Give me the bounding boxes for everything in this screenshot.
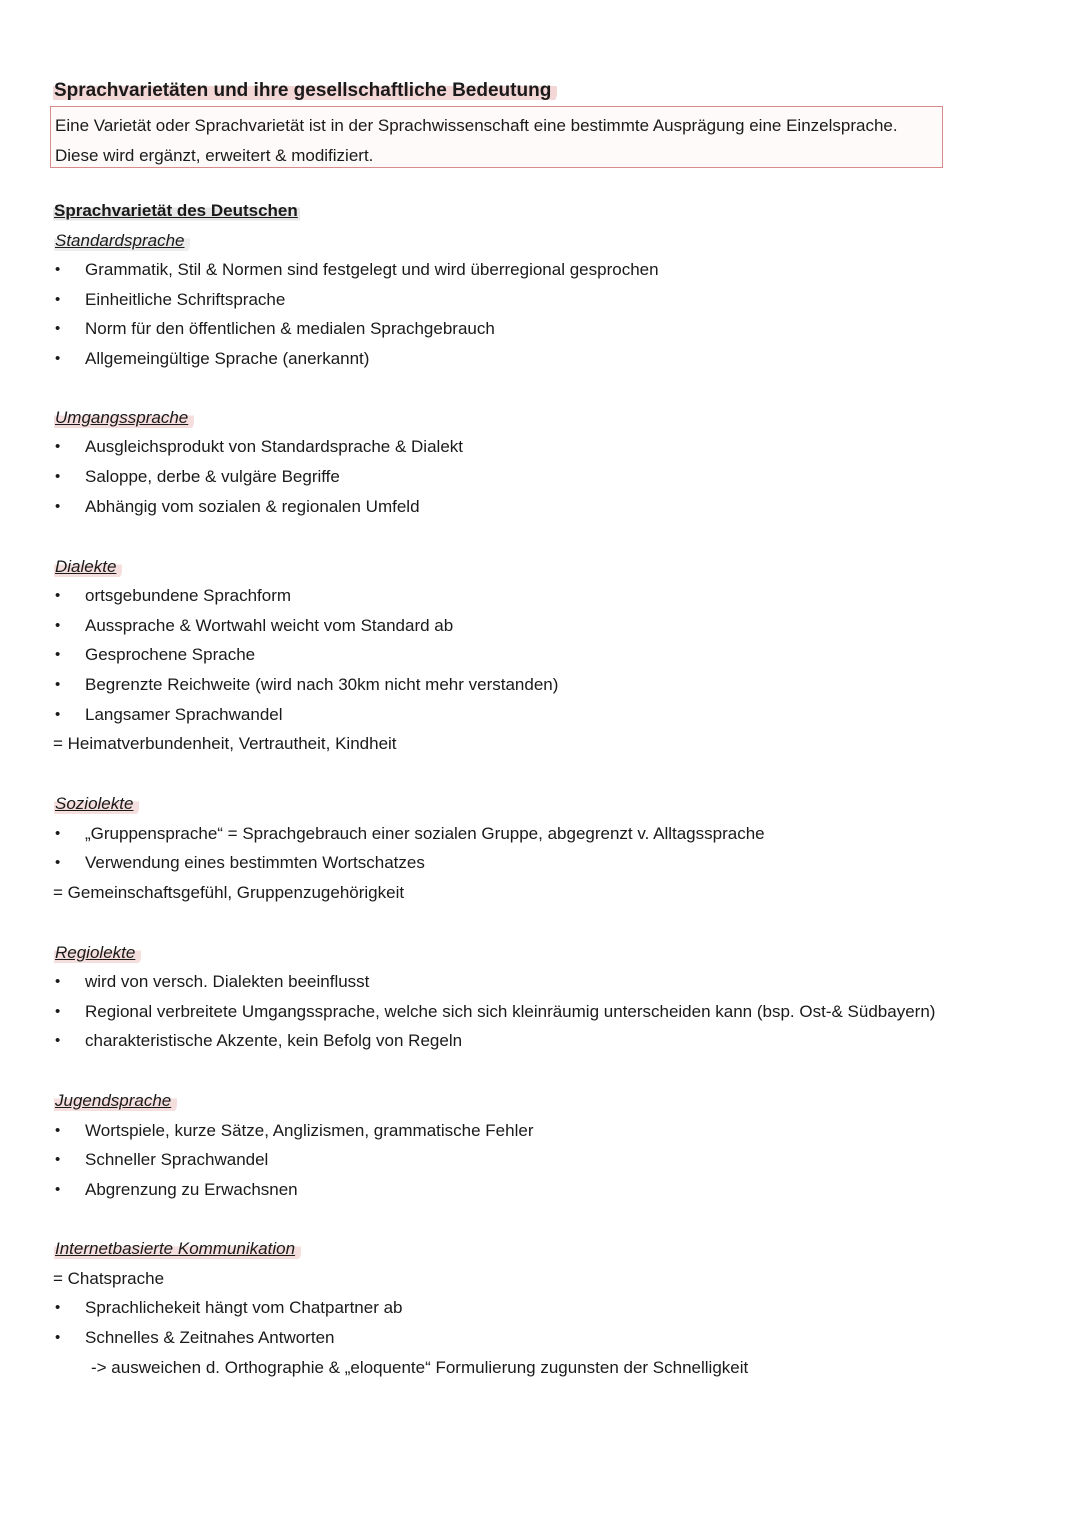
list-item: Abhängig vom sozialen & regionalen Umfeld [85,497,420,516]
bullet-icon: • [55,320,61,337]
list-item: wird von versch. Dialekten beeinflusst [85,972,370,991]
section-subtitle: Sprachvarietät des Deutschen [53,199,300,223]
list-item: Schnelles & Zeitnahes Antworten [85,1328,335,1347]
list-item: Verwendung eines bestimmten Wortschatzes [85,853,425,872]
bullet-icon: • [55,587,61,604]
definition-box [50,106,943,168]
bullet-icon: • [55,1003,61,1020]
definition-line-2: Diese wird ergänzt, erweitert & modifiziert. [55,146,374,165]
bullet-icon: • [55,676,61,693]
list-item: „Gruppensprache“ = Sprachgebrauch einer sozialen Gruppe, abgegrenzt v. Alltagssprache [85,824,765,843]
list-item: charakteristische Akzente, kein Befolg von Regeln [85,1031,463,1050]
list-item: Grammatik, Stil & Normen sind festgelegt und wird überregional gesprochen [85,260,659,279]
summary-line: = Chatsprache [53,1269,165,1288]
bullet-icon: • [55,468,61,485]
bullet-icon: • [55,1032,61,1049]
bullet-icon: • [55,825,61,842]
section-heading: Dialekte [54,554,122,580]
bullet-icon: • [55,261,61,278]
list-item: Sprachlichekeit hängt vom Chatpartner ab [85,1298,403,1317]
summary-line: = Heimatverbundenheit, Vertrautheit, Kindheit [53,734,397,753]
section-heading: Umgangssprache [54,405,194,431]
section-heading: Regiolekte [54,940,141,966]
bullet-icon: • [55,1122,61,1139]
bullet-icon: • [55,1299,61,1316]
list-item: Saloppe, derbe & vulgäre Begriffe [85,467,340,486]
page-title: Sprachvarietäten und ihre gesellschaftliche Bedeutung [53,78,557,104]
bullet-icon: • [55,854,61,871]
list-item: Norm für den öffentlichen & medialen Sprachgebrauch [85,319,495,338]
summary-line: = Gemeinschaftsgefühl, Gruppenzugehörigkeit [53,883,405,902]
list-item: Gesprochene Sprache [85,645,256,664]
bullet-icon: • [55,706,61,723]
list-item: Regional verbreitete Umgangssprache, welche sich sich kleinräumig unterscheiden kann (bsp. Ost-& Südbayern) [85,1002,936,1021]
list-item: Einheitliche Schriftsprache [85,290,286,309]
bullet-icon: • [55,498,61,515]
list-item: Begrenzte Reichweite (wird nach 30km nicht mehr verstanden) [85,675,559,694]
bullet-icon: • [55,438,61,455]
bullet-icon: • [55,1181,61,1198]
list-item: Allgemeingültige Sprache (anerkannt) [85,349,370,368]
bullet-icon: • [55,1151,61,1168]
bullet-icon: • [55,973,61,990]
bullet-icon: • [55,646,61,663]
list-item: Schneller Sprachwandel [85,1150,269,1169]
list-item: Ausgleichsprodukt von Standardsprache & Dialekt [85,437,463,456]
list-item: Aussprache & Wortwahl weicht vom Standard ab [85,616,454,635]
section-heading: Soziolekte [54,791,139,817]
note-line: -> ausweichen d. Orthographie & „eloquente“ Formulierung zugunsten der Schnelligkeit [91,1358,749,1377]
list-item: Abgrenzung zu Erwachsnen [85,1180,298,1199]
section-heading: Jugendsprache [54,1088,177,1114]
bullet-icon: • [55,291,61,308]
definition-line-1: Eine Varietät oder Sprachvarietät ist in der Sprachwissenschaft eine bestimmte Ausprägung eine Einzelsprache. [55,116,898,135]
list-item: Wortspiele, kurze Sätze, Anglizismen, grammatische Fehler [85,1121,534,1140]
section-heading: Internetbasierte Kommunikation [54,1236,301,1262]
bullet-icon: • [55,617,61,634]
bullet-icon: • [55,1329,61,1346]
list-item: Langsamer Sprachwandel [85,705,283,724]
bullet-icon: • [55,350,61,367]
list-item: ortsgebundene Sprachform [85,586,292,605]
section-heading: Standardsprache [54,228,190,254]
